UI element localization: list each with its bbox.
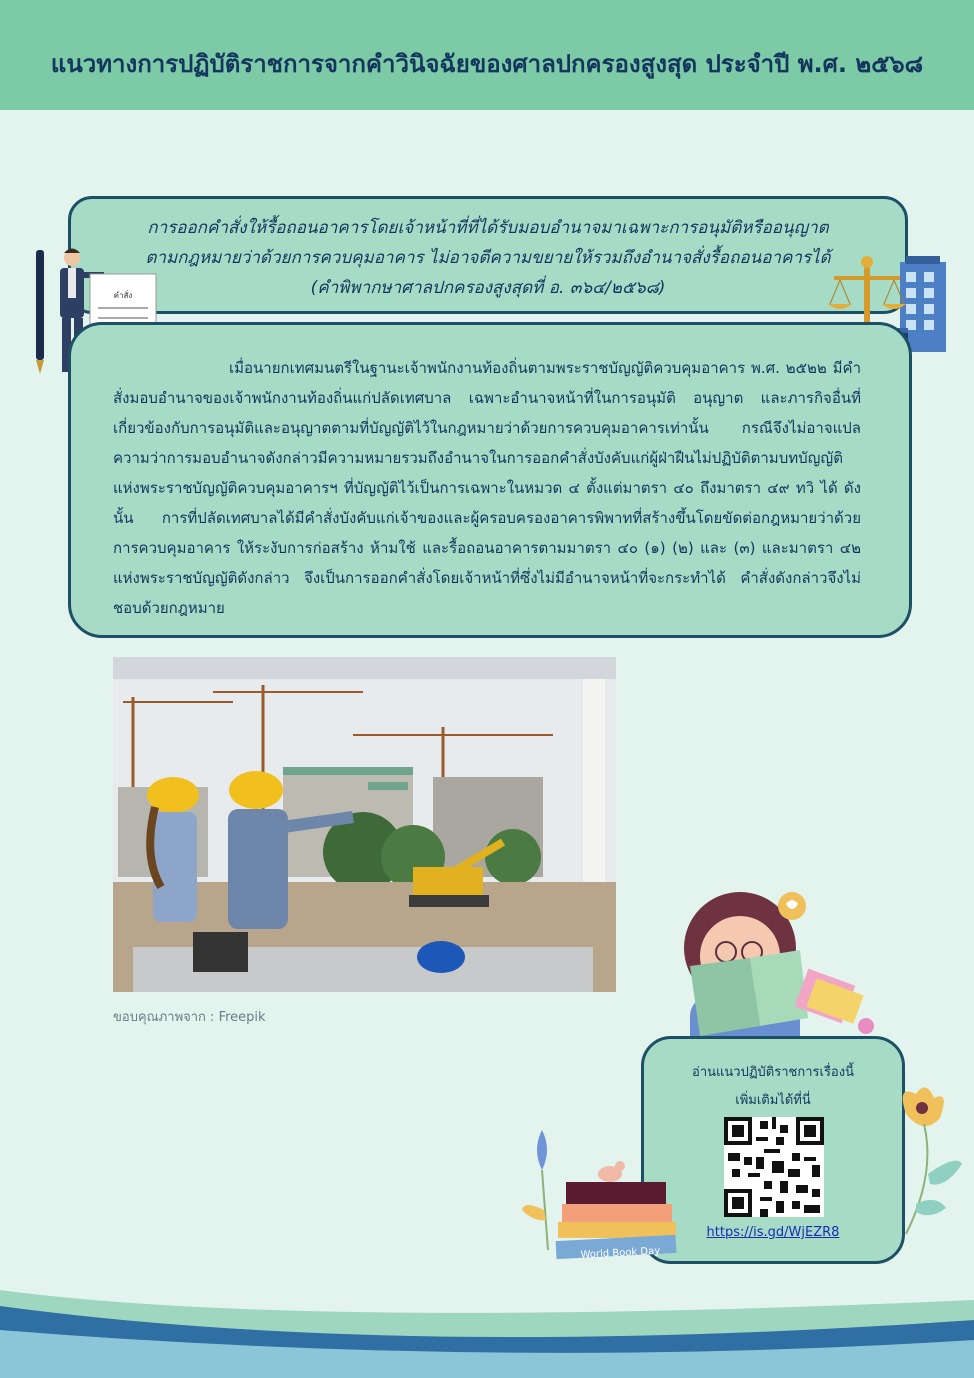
summary-line-1: การออกคำสั่งให้รื้อถอนอาคารโดยเจ้าหน้าที่ที่ได้รับมอบอำนาจมาเฉพาะการอนุมัติหรืออนุญาต: [147, 218, 829, 238]
heart-bubble-icon: [778, 892, 806, 920]
pen-icon: [36, 250, 44, 360]
books-stack-illustration: [518, 1130, 688, 1270]
page-title: แนวทางการปฏิบัติราชการจากคำวินิจฉัยของศาลปกครองสูงสุด ประจำปี พ.ศ. ๒๕๖๘: [50, 50, 924, 78]
summary-box: [68, 196, 908, 314]
tulip-icon: [522, 1130, 548, 1250]
summary-line-3: (คำพิพากษาศาลปกครองสูงสุดที่ อ. ๓๖๔/๒๕๖๘): [310, 278, 666, 298]
body-text: เมื่อนายกเทศมนตรีในฐานะเจ้าพนักงานท้องถิ่นตามพระราชบัญญัติควบคุมอาคาร พ.ศ. ๒๕๒๒ มีคำสั่งมอบอำนาจของเจ้าพนักงานท้องถิ่นแก่ปลัดเทศบาล เฉพาะอำนาจหน้าที่ในการอนุมัติ อนุญาต และภารกิจอื่นที่เกี่ยวข้องกับการอนุมัติและอนุญาตตามที่บัญญัติไว้ในกฎหมายว่าด้วยการควบคุมอาคารเท่านั้น กรณีจึงไม่อาจแปลความว่าการมอบอำนาจดังกล่าวมีความหมายรวมถึงอำนาจในการออกคำสั่งบังคับแก่ผู้ฝ่าฝืนไม่ปฏิบัติตามบทบัญญัติแห่งพระราชบัญญัติควบคุมอาคารฯ ที่บัญญัติไว้เป็นการเฉพาะในหมวด ๔ ตั้งแต่มาตรา ๔๐ ถึงมาตรา ๔๙ ทวิ ได้ ดังนั้น การที่ปลัดเทศบาลได้มีคำสั่งบังคับแก่เจ้าของและผู้ครอบครองอาคารพิพาทที่สร้างขึ้นโดยขัดต่อกฎหมายว่าด้วยการควบคุมอาคาร ให้ระงับการก่อสร้าง ห้ามใช้ และรื้อถอนอาคารตามมาตรา ๔๐ (๑) (๒) และ (๓) และมาตรา ๔๒ แห่งพระราชบัญญัติดังกล่าว จึงเป็นการออกคำสั่งโดยเจ้าหน้าที่ซึ่งไม่มีอำนาจหน้าที่จะกระทำได้ คำสั่งดังกล่าวจึงไม่ชอบด้วยกฎหมาย: [113, 359, 861, 617]
summary-line-2: ตามกฎหมายว่าด้วยการควบคุมอาคาร ไม่อาจตีความขยายให้รวมถึงอำนาจสั่งรื้อถอนอาคารได้: [145, 248, 831, 268]
photo-credit: ขอบคุณภาพจาก : Freepik: [113, 1010, 266, 1025]
books-label: World Book Day: [580, 1245, 661, 1261]
body-box: [68, 322, 912, 638]
qr-caption-2: เพิ่มเติมได้ที่นี่: [735, 1093, 811, 1108]
header-bar: [0, 0, 974, 110]
bottom-wave-decoration: [0, 1270, 974, 1378]
flower-illustration: [876, 1084, 966, 1244]
summary-text: [111, 213, 865, 303]
bird-icon: [598, 1161, 625, 1182]
document-label: คำสั่ง: [113, 291, 133, 300]
construction-photo: [113, 657, 616, 992]
body-paragraph: [113, 353, 861, 623]
qr-link[interactable]: https://is.gd/WjEZR8: [706, 1225, 840, 1240]
girl-reading-illustration: [670, 886, 890, 1056]
qr-code[interactable]: [724, 1117, 824, 1217]
scale-icon: [828, 256, 906, 332]
qr-caption-1: อ่านแนวปฏิบัติราชการเรื่องนี้: [692, 1065, 854, 1080]
